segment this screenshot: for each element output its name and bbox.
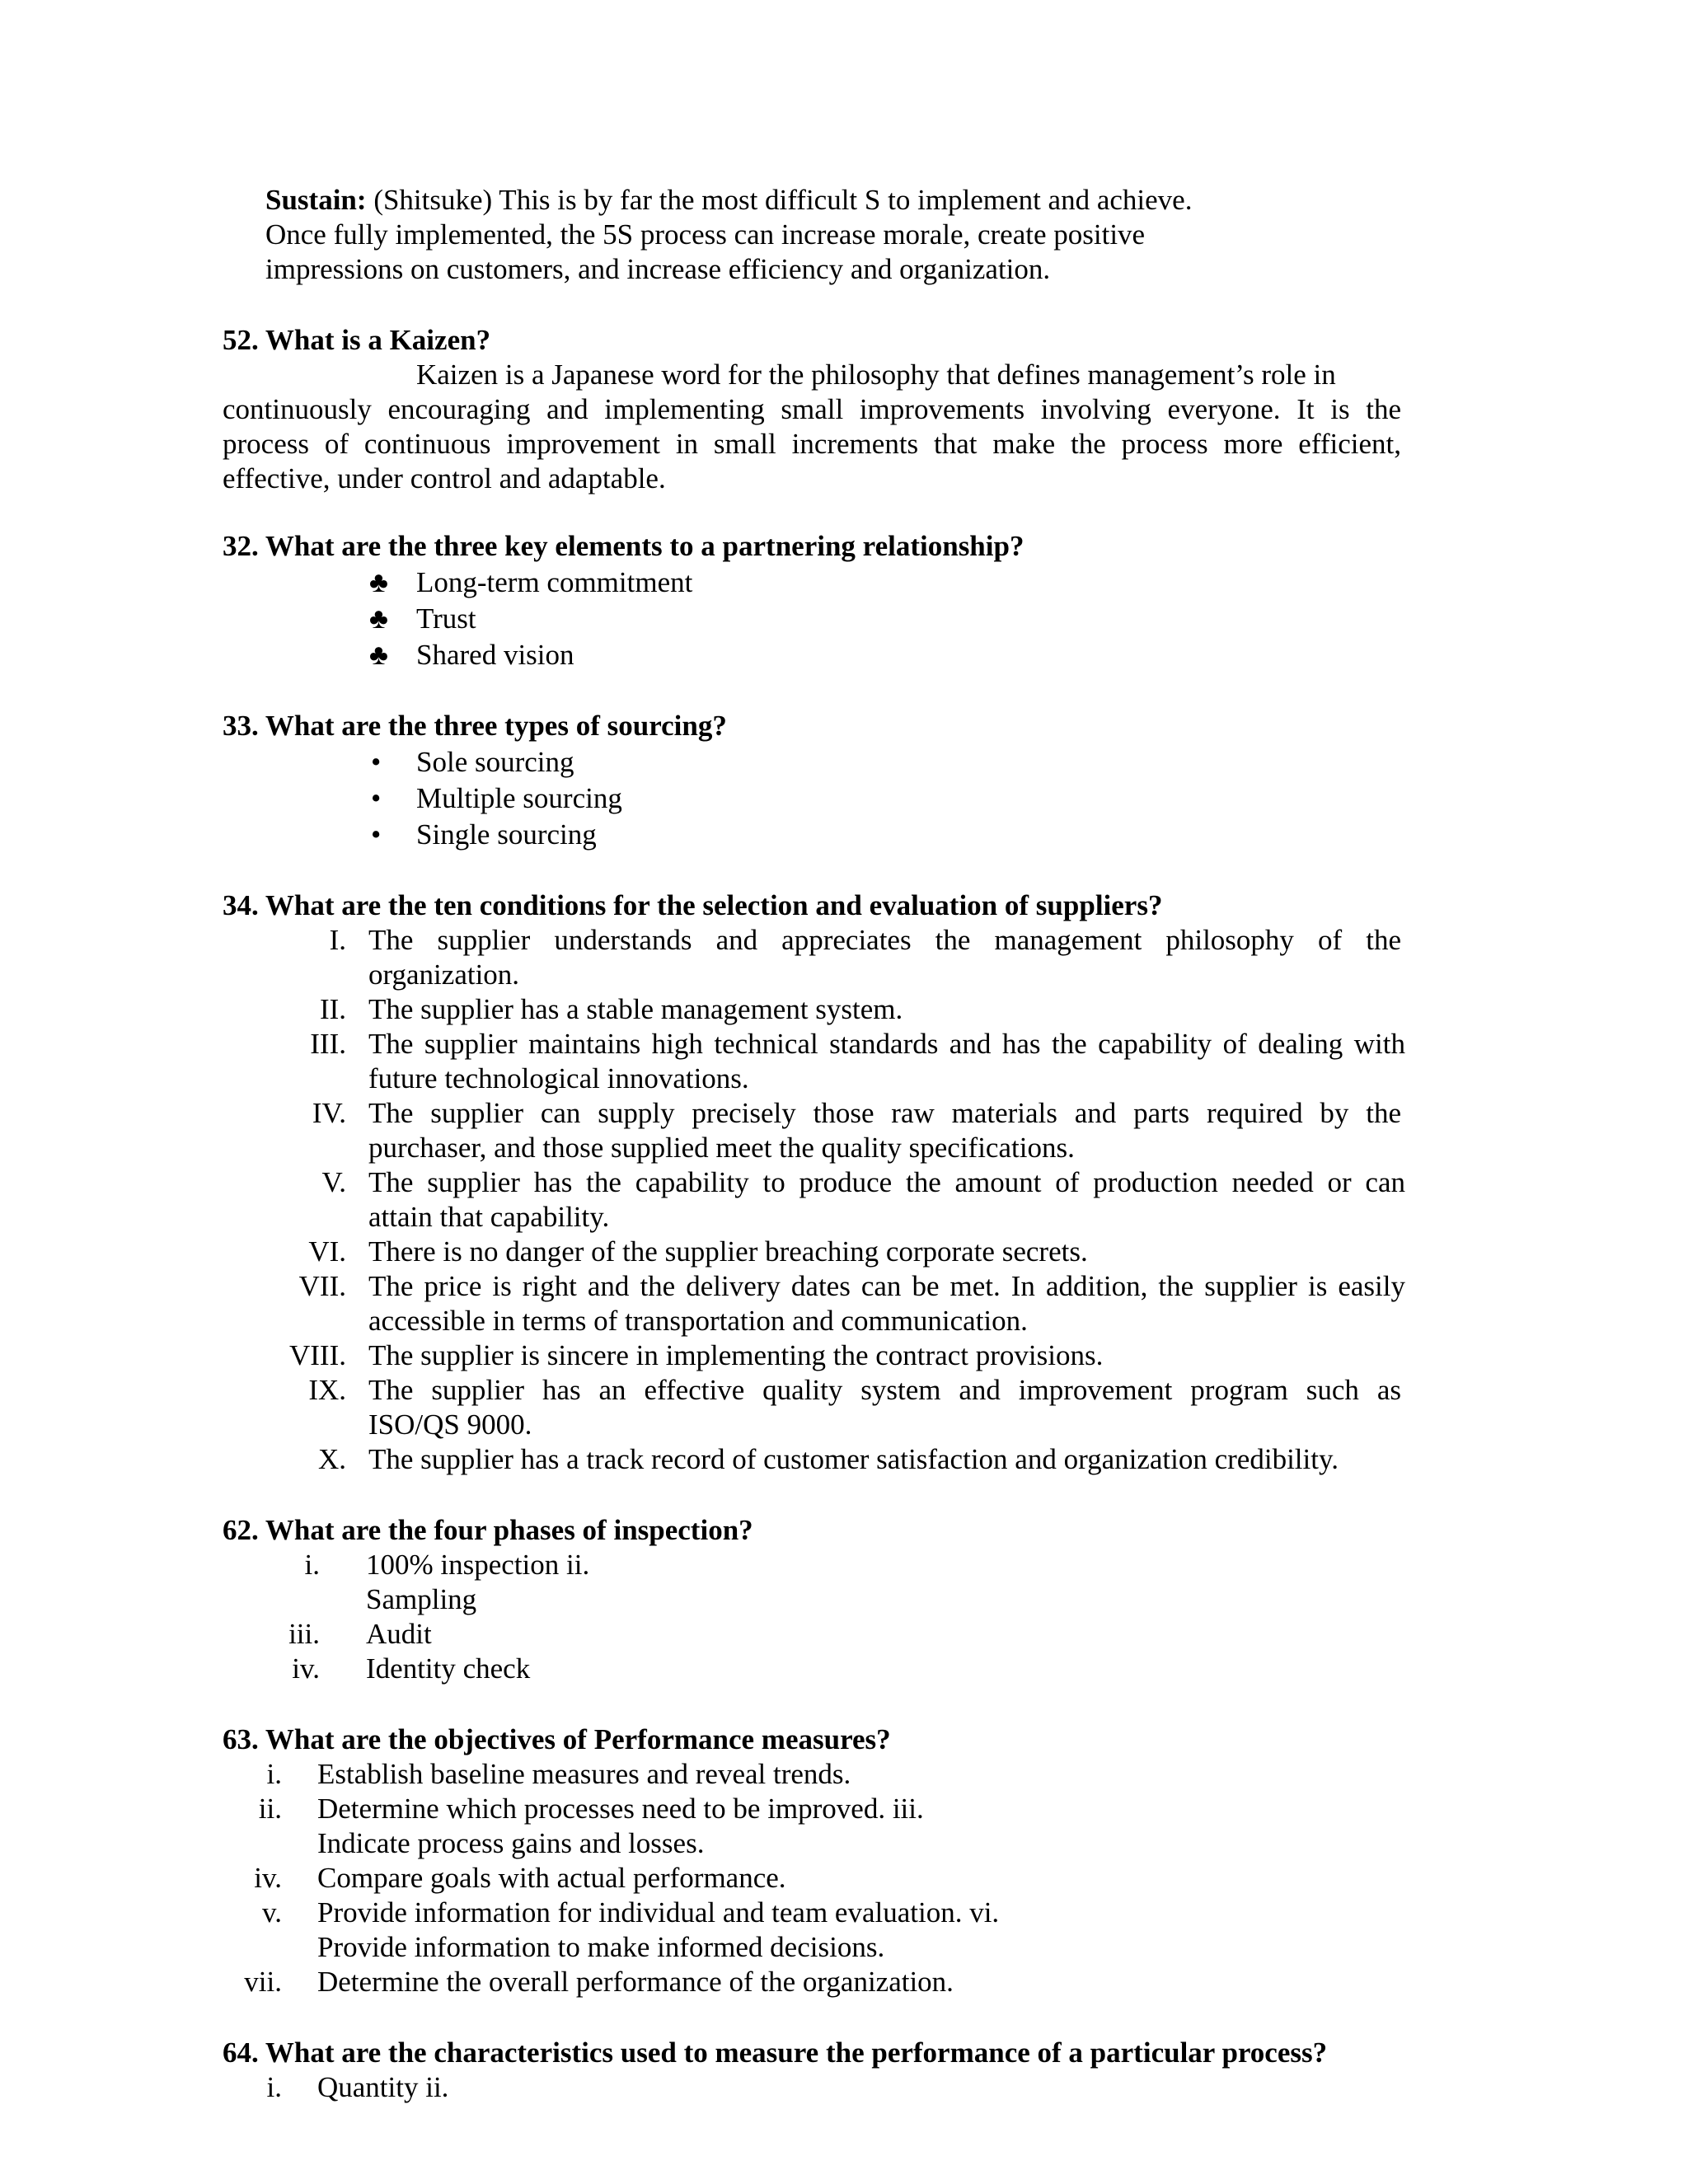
q63-item-text: Establish baseline measures and reveal trends. [317, 1758, 851, 1790]
q63-item-text: Determine which processes need to be improved. iii. [317, 1793, 924, 1825]
q32-heading: 32. What are the three key elements to a partnering relationship? [223, 530, 1025, 562]
q33-item-1: Sole sourcing [416, 746, 574, 778]
q34-item-continuation: attain that capability. [368, 1201, 610, 1233]
q63-item-text: Indicate process gains and losses. [317, 1827, 705, 1859]
q34-item-continuation: organization. [368, 958, 520, 991]
q63-item-text: Provide information to make informed decisions. [317, 1931, 885, 1963]
q34-item-number: III. [310, 1028, 346, 1060]
q34-item-text: The supplier is sincere in implementing the contract provisions. [368, 1339, 1104, 1371]
q63-item-number: vii. [244, 1966, 282, 1998]
q32-item-1: Long-term commitment [416, 566, 693, 598]
q34-item-text: The supplier understands and appreciates the management philosophy of the [368, 924, 1401, 956]
q34-item-number: IX. [308, 1374, 346, 1406]
q34-item-continuation: purchaser, and those supplied meet the quality specifications. [368, 1132, 1075, 1164]
dot-bullet-icon: • [371, 746, 382, 778]
q52-line-1: Kaizen is a Japanese word for the philosophy that defines management’s role in [416, 359, 1336, 391]
club-bullet-icon: ♣ [369, 602, 388, 635]
q62-heading: 62. What are the four phases of inspection? [223, 1514, 753, 1546]
dot-bullet-icon: • [371, 782, 382, 814]
q52-paragraph [223, 392, 1401, 496]
q34-item-number: VII. [298, 1270, 346, 1302]
q52-line-4: effective, under control and adaptable. [223, 462, 666, 494]
q34-item-continuation: accessible in terms of transportation and communication. [368, 1305, 1028, 1337]
q62-item-number: iii. [288, 1618, 320, 1650]
sustain-text-1: (Shitsuke) This is by far the most difficult S to implement and achieve. [366, 184, 1193, 216]
q34-item-number: X. [317, 1443, 346, 1475]
q63-item-number: v. [262, 1896, 282, 1929]
q34-item-number: IV. [312, 1097, 346, 1129]
q63-heading: 63. What are the objectives of Performance measures? [223, 1723, 891, 1755]
q34-item-text: The price is right and the delivery dates can be met. In addition, the supplier is easily [368, 1270, 1405, 1302]
q32-item-3: Shared vision [416, 639, 574, 671]
q34-item-text: The supplier can supply precisely those raw materials and parts required by the [368, 1097, 1401, 1129]
q64-item-number: i. [266, 2071, 282, 2103]
club-bullet-icon: ♣ [369, 639, 388, 671]
q34-item-text: The supplier has the capability to produce the amount of production needed or can [368, 1166, 1405, 1198]
q62-item-text: Identity check [366, 1652, 531, 1685]
q62-item-text: 100% inspection ii. [366, 1549, 590, 1581]
q34-item-continuation: ISO/QS 9000. [368, 1408, 532, 1441]
q64-heading: 64. What are the characteristics used to measure the performance of a particular process? [223, 2036, 1328, 2069]
q52-heading: 52. What is a Kaizen? [223, 324, 491, 356]
dot-bullet-icon: • [371, 818, 382, 851]
club-bullet-icon: ♣ [369, 566, 388, 598]
sustain-label: Sustain: [265, 184, 367, 216]
q63-item-number: iv. [254, 1862, 282, 1894]
q63-item-number: i. [266, 1758, 282, 1790]
q52-line-3: process of continuous improvement in small increments that make the process more efficient, [223, 428, 1401, 460]
q62-item-text: Sampling [366, 1583, 477, 1615]
q34-item-text: The supplier has a track record of customer satisfaction and organization credibility. [368, 1443, 1339, 1475]
q34-item-continuation: future technological innovations. [368, 1062, 749, 1094]
q32-item-2: Trust [416, 602, 476, 635]
q34-item-text: The supplier maintains high technical standards and has the capability of dealing with [368, 1028, 1405, 1060]
q63-item-text: Provide information for individual and team evaluation. vi. [317, 1896, 1000, 1929]
sustain-line-2: Once fully implemented, the 5S process can increase morale, create positive [265, 218, 1146, 251]
q63-item-text: Compare goals with actual performance. [317, 1862, 786, 1894]
q34-item-number: V. [321, 1166, 346, 1198]
q34-item-text: The supplier has a stable management system. [368, 993, 903, 1025]
q34-heading: 34. What are the ten conditions for the selection and evaluation of suppliers? [223, 889, 1163, 921]
q34-item-text: There is no danger of the supplier breaching corporate secrets. [368, 1235, 1088, 1268]
q64-item-text: Quantity ii. [317, 2071, 449, 2103]
q52-line-2: continuously encouraging and implementing small improvements involving everyone. It is the [223, 393, 1401, 425]
q34-item-text: The supplier has an effective quality system and improvement program such as [368, 1374, 1401, 1406]
q34-item-number: VI. [308, 1235, 346, 1268]
q62-item-number: iv. [292, 1652, 320, 1685]
q62-item-text: Audit [366, 1618, 432, 1650]
q33-item-3: Single sourcing [416, 818, 597, 851]
q34-item-number: VIII. [289, 1339, 346, 1371]
sustain-line-3: impressions on customers, and increase efficiency and organization. [265, 253, 1051, 285]
q33-item-2: Multiple sourcing [416, 782, 622, 814]
q33-heading: 33. What are the three types of sourcing? [223, 710, 727, 742]
q34-item-number: II. [319, 993, 346, 1025]
q63-item-number: ii. [258, 1793, 282, 1825]
q63-item-text: Determine the overall performance of the organization. [317, 1966, 954, 1998]
q62-item-number: i. [304, 1549, 320, 1581]
sustain-line-1 [265, 183, 1192, 218]
q34-item-number: I. [329, 924, 346, 956]
